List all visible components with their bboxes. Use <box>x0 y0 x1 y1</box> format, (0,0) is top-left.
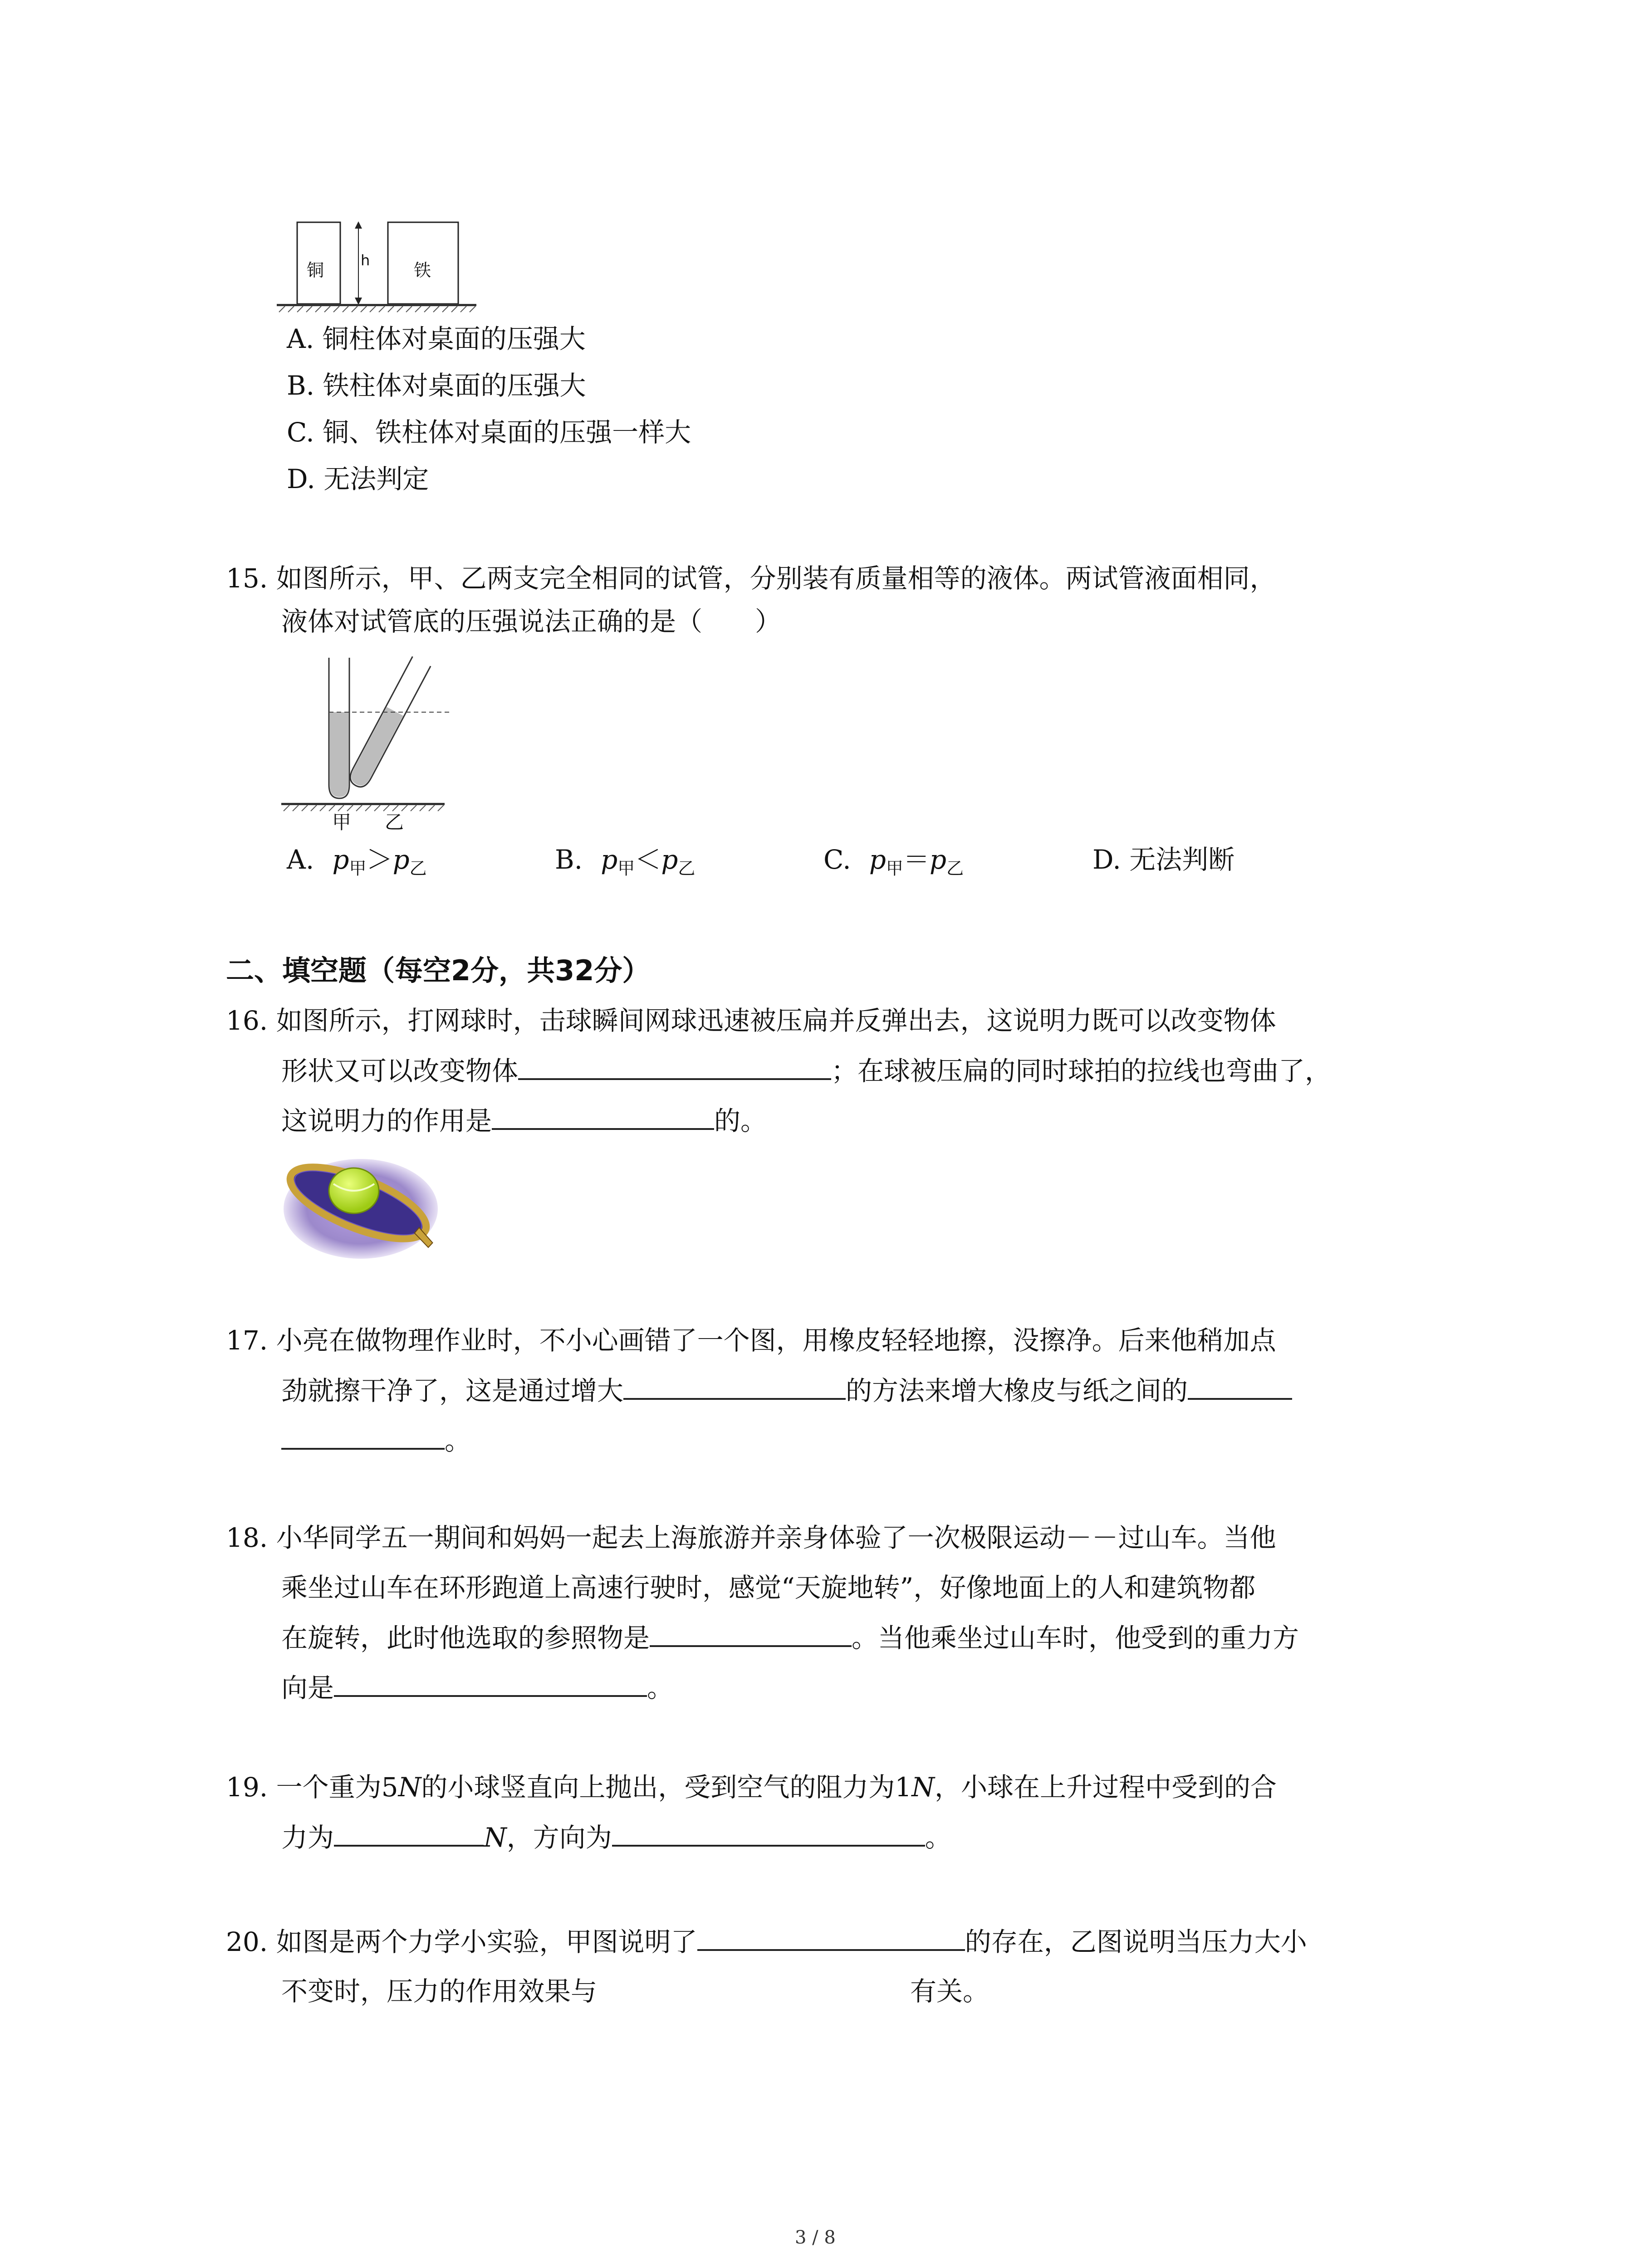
q20-blank-1[interactable] <box>697 1926 965 1951</box>
q17-line1: 17. 小亮在做物理作业时，不小心画错了一个图，用橡皮轻轻地擦，没擦净。后来他稍加点 <box>226 1325 1276 1356</box>
section-2-heading: 二、填空题（每空2分，共32分） <box>226 954 651 987</box>
q17-line3: 。 <box>281 1424 471 1457</box>
q17-blank-2a[interactable] <box>1188 1374 1292 1400</box>
q18-line3: 在旋转，此时他选取的参照物是 。当他乘坐过山车时，他受到的重力方 <box>281 1623 1299 1653</box>
tennis-racket-image <box>281 1148 445 1270</box>
q14-option-c: C. 铜、铁柱体对桌面的压强一样大 <box>287 417 691 448</box>
q15-option-a: A. $p_甲>p_乙$ <box>287 844 427 879</box>
q18-line4: 向是 。 <box>281 1672 674 1703</box>
q19-line1: 19. 一个重为5N的小球竖直向上抛出，受到空气的阻力为1N，小球在上升过程中受到的合 <box>226 1772 1277 1803</box>
page-number: 3 / 8 <box>795 2227 836 2248</box>
q17-line2: 劲就擦干净了，这是通过增大 的方法来增大橡皮与纸之间的 <box>281 1374 1292 1407</box>
q15-option-b: B. $p_甲<p_乙$ <box>555 844 696 879</box>
q15-figure <box>281 649 463 830</box>
q14-option-b: B. 铁柱体对桌面的压强大 <box>287 370 586 401</box>
q15-option-d: D. 无法判断 <box>1092 844 1235 875</box>
q19-blank-2[interactable] <box>612 1821 925 1847</box>
q20-line1: 20. 如图是两个力学小实验，甲图说明了 的存在，乙图说明当压力大小 <box>226 1926 1307 1957</box>
q16-blank-1[interactable] <box>518 1055 831 1080</box>
iron-label: 铁 <box>414 260 431 280</box>
q15-option-c: C. $p_甲=p_乙$ <box>823 844 964 879</box>
q19-line2: 力为 N，方向为 。 <box>281 1822 951 1853</box>
q15-line2: 液体对试管底的压强说法正确的是（ ） <box>281 606 782 637</box>
q16-blank-2[interactable] <box>492 1105 714 1130</box>
q15-line1: 15. 如图所示，甲、乙两支完全相同的试管，分别装有质量相等的液体。两试管液面相同， <box>226 563 1276 594</box>
tube-jia-label: 甲 <box>332 811 352 833</box>
q19-blank-1[interactable] <box>334 1821 484 1847</box>
q17-blank-2b[interactable] <box>281 1424 445 1450</box>
q18-line1: 18. 小华同学五一期间和妈妈一起去上海旅游并亲身体验了一次极限运动－－过山车。当他 <box>226 1522 1276 1553</box>
tube-yi-label: 乙 <box>385 811 404 833</box>
height-label: h <box>361 252 370 269</box>
q16-line1: 16. 如图所示，打网球时，击球瞬间网球迅速被压扁并反弹出去，这说明力既可以改变物体 <box>226 1005 1276 1036</box>
q16-line3: 这说明力的作用是 的。 <box>281 1105 767 1136</box>
q20-line2: 不变时，压力的作用效果与 有关。 <box>281 1976 989 2007</box>
q17-blank-1[interactable] <box>623 1374 846 1400</box>
q18-blank-2[interactable] <box>334 1672 647 1697</box>
q18-line2: 乘坐过山车在环形跑道上高速行驶时，感觉“天旋地转”，好像地面上的人和建筑物都 <box>281 1572 1256 1603</box>
q16-line2: 形状又可以改变物体 ；在球被压扁的同时球拍的拉线也弯曲了， <box>281 1056 1332 1086</box>
q14-option-d: D. 无法判定 <box>287 464 429 494</box>
copper-label: 铜 <box>307 260 324 280</box>
q18-blank-1[interactable] <box>650 1622 852 1647</box>
q14-option-a: A. 铜柱体对桌面的压强大 <box>287 323 586 354</box>
